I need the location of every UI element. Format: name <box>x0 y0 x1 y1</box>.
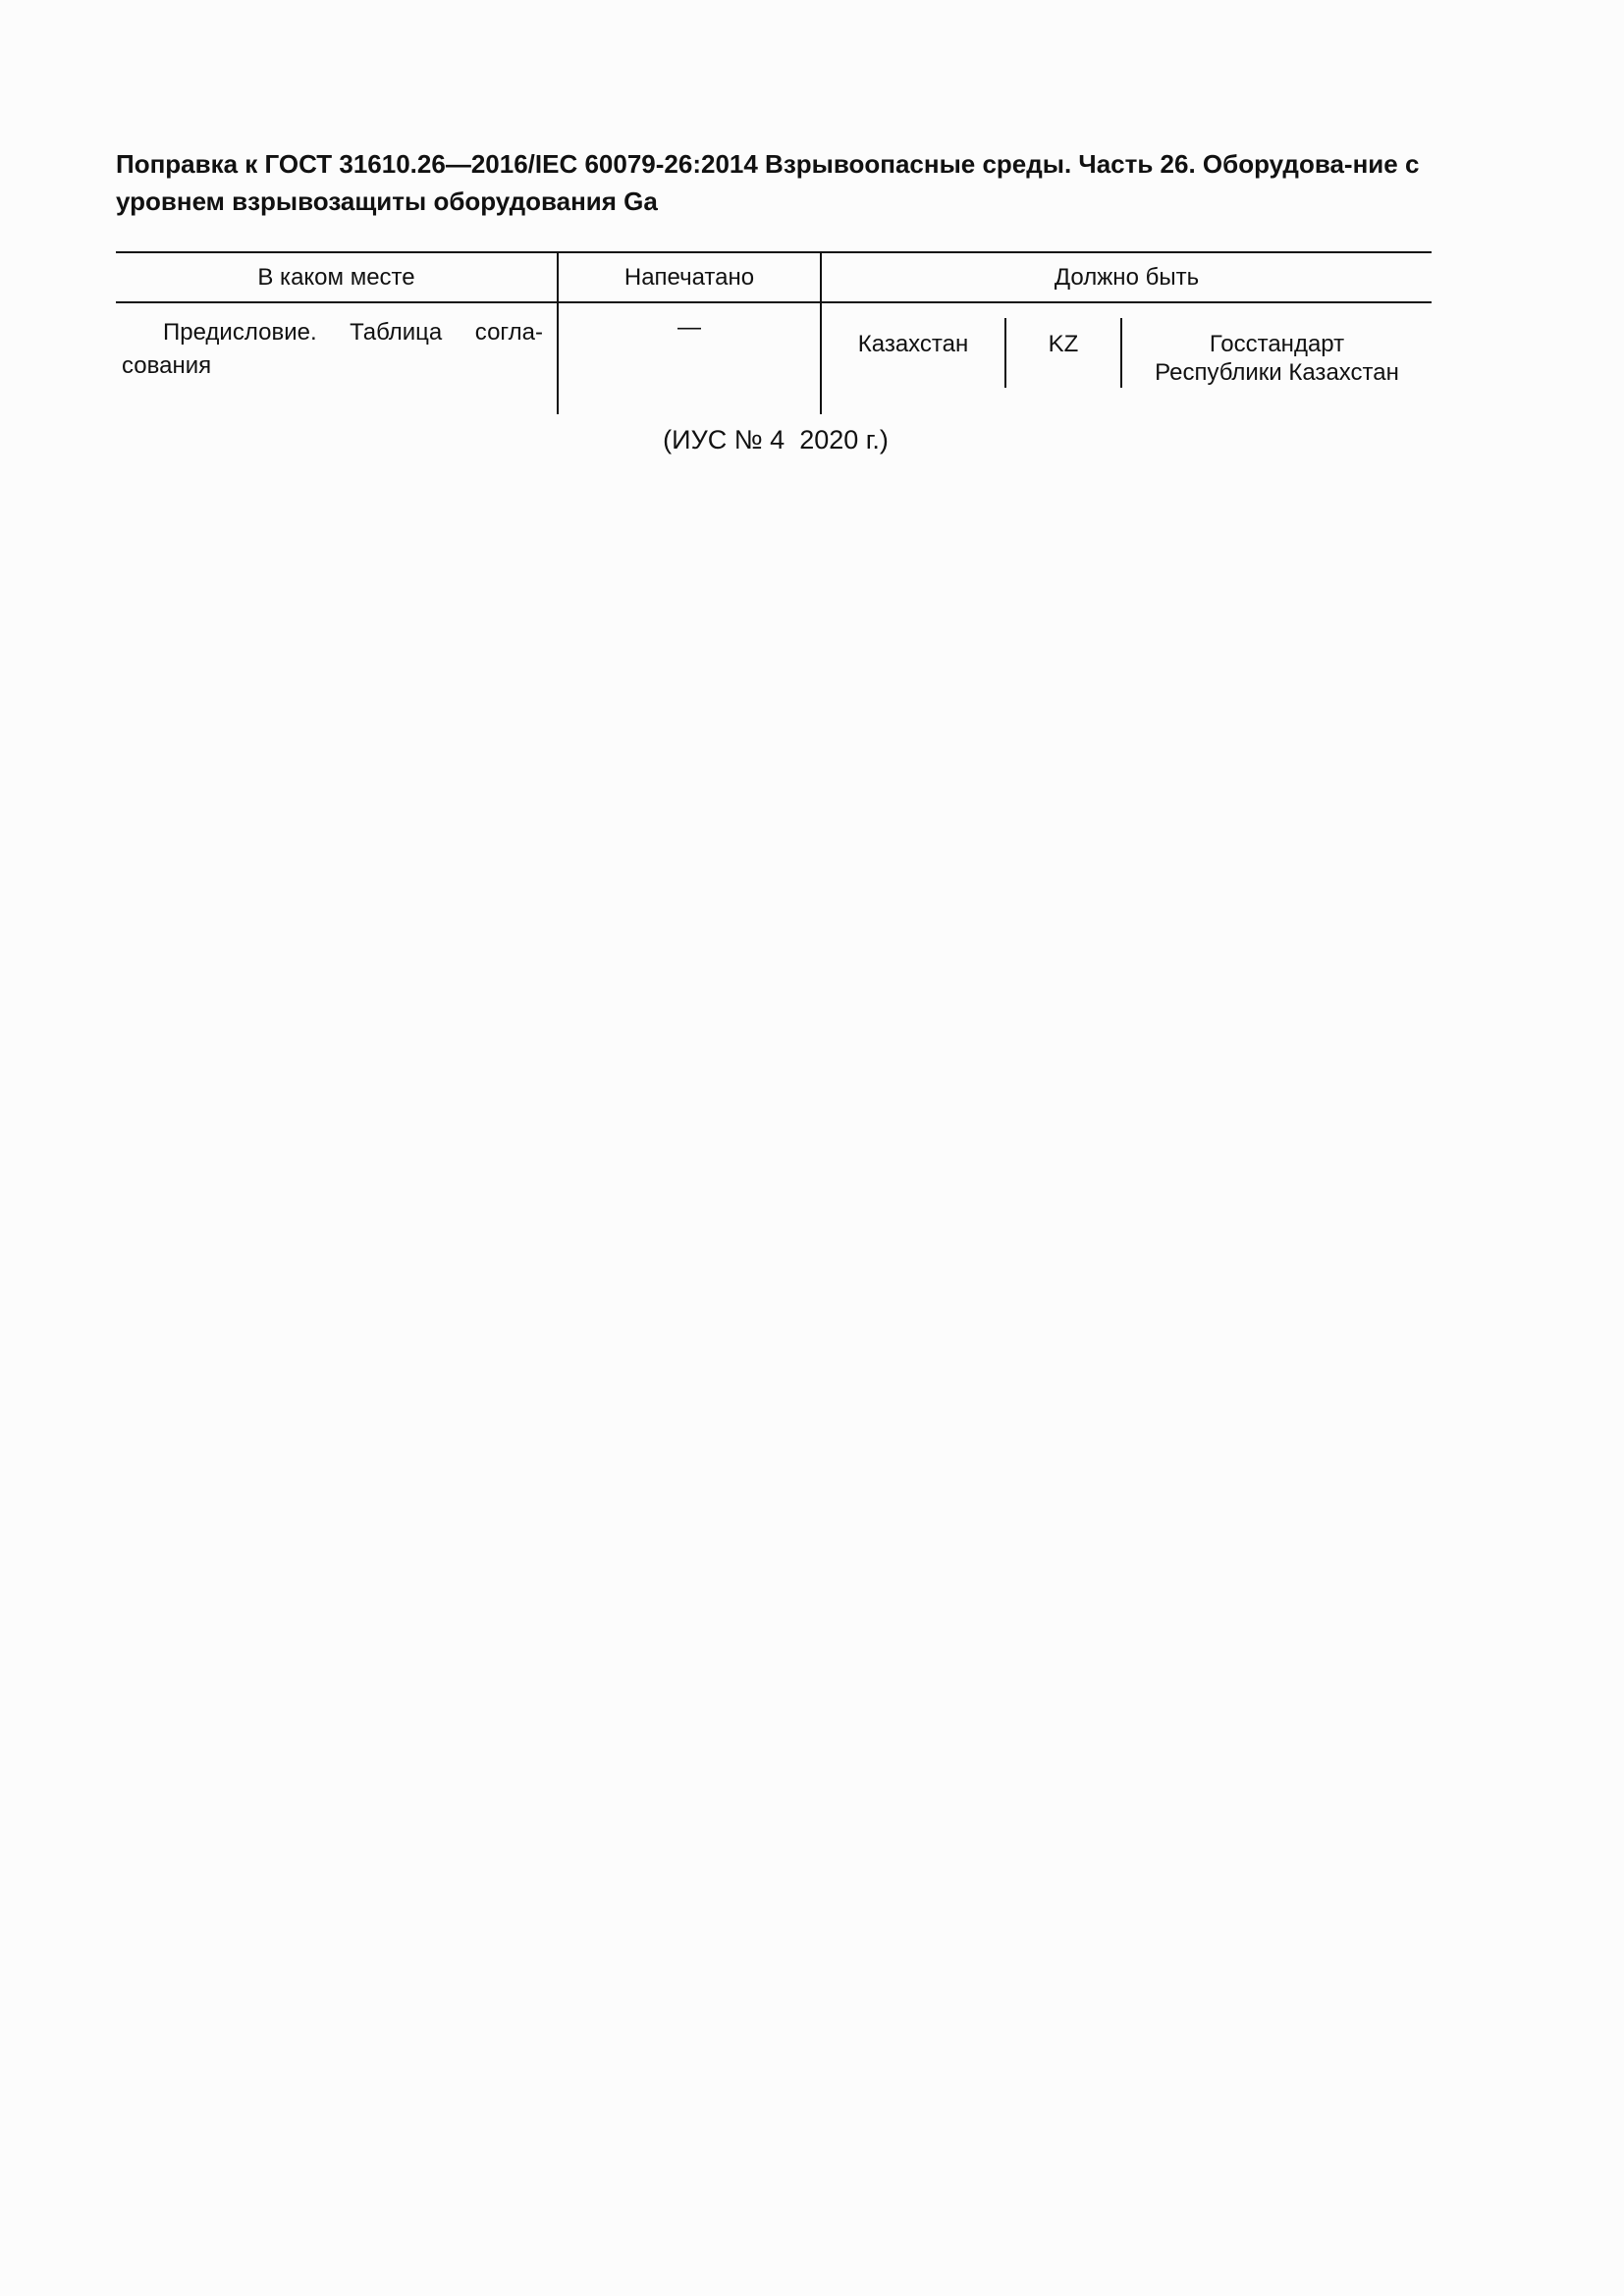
document-title: Поправка к ГОСТ 31610.26—2016/IEC 60079-26:2014 Взрывоопасные среды. Часть 26. Оборудова-ние с уровнем взрывозащиты оборудования Ga <box>116 149 1420 216</box>
cell-country: Казахстан <box>822 318 1006 388</box>
cell-country-code: KZ <box>1006 318 1122 388</box>
should-be-group <box>822 303 1432 388</box>
organization-line-2: Республики Казахстан <box>1155 359 1399 386</box>
amendment-table <box>116 251 1432 414</box>
ius-reference: (ИУС № 4 2020 г.) <box>663 425 889 454</box>
table-header-row <box>116 252 1432 302</box>
header-place: В каком месте <box>116 252 558 302</box>
cell-printed: — <box>558 302 821 414</box>
cell-should-be <box>821 302 1432 414</box>
header-should-be: Должно быть <box>821 252 1432 302</box>
cell-place: Предисловие. Таблица согла-сования <box>116 302 558 414</box>
organization-line-1: Госстандарт <box>1209 331 1345 357</box>
cell-organization <box>1122 318 1432 387</box>
header-printed: Напечатано <box>558 252 821 302</box>
table-row <box>116 302 1432 414</box>
